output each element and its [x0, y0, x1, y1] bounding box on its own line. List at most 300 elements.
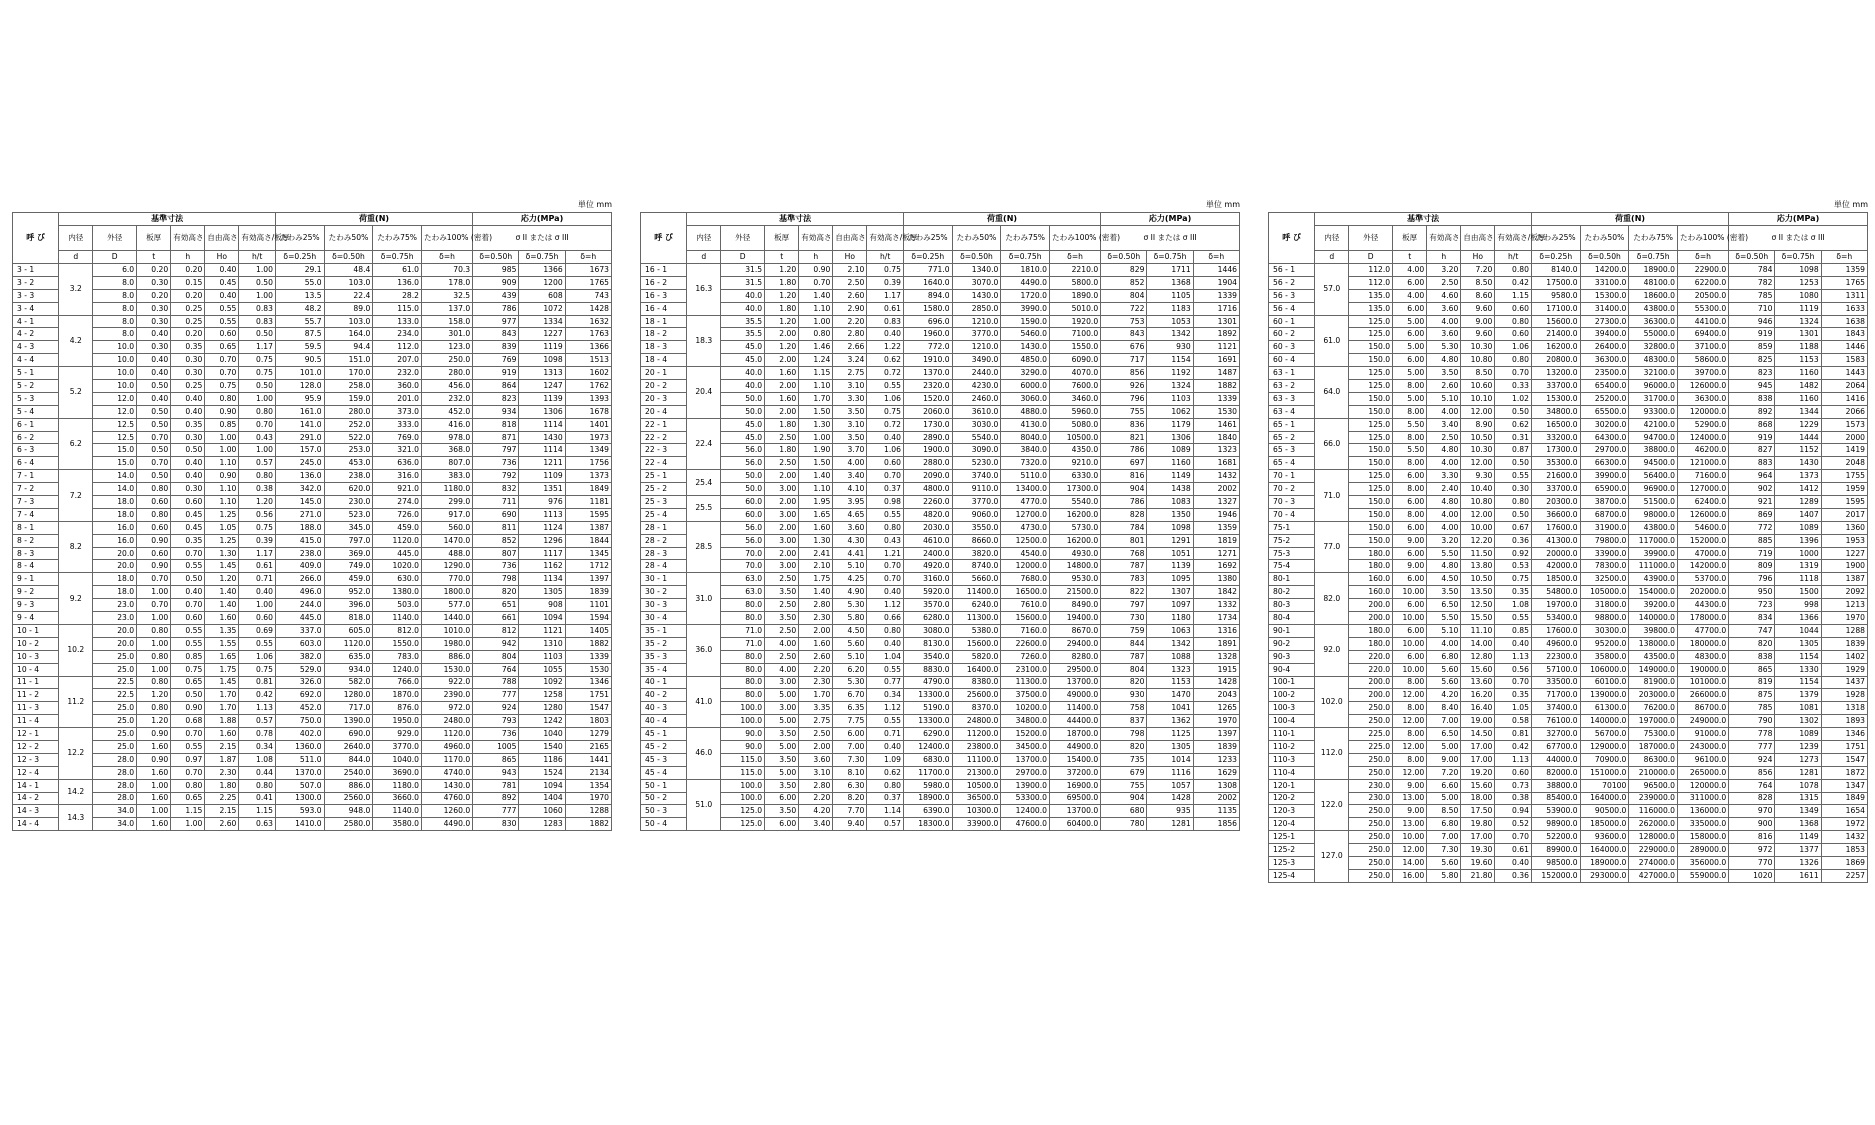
header-symbol: δ=0.75h: [1147, 251, 1193, 264]
cell-yobi: 30 - 4: [641, 612, 687, 625]
cell-value: 1.06: [867, 444, 904, 457]
cell-value: 792: [473, 470, 519, 483]
header-symbol: δ=0.25h: [903, 251, 952, 264]
cell-value: 55000.0: [1629, 328, 1678, 341]
cell-value: 452.0: [422, 405, 473, 418]
cell-value: 6.00: [1393, 573, 1427, 586]
cell-value: 934.0: [324, 663, 373, 676]
cell-value: 780: [1101, 818, 1147, 831]
cell-value: 3080.0: [903, 624, 952, 637]
cell-value: 0.70: [1495, 831, 1532, 844]
unit-label: 単位 mm: [577, 200, 612, 209]
cell-value: 13300.0: [903, 689, 952, 702]
cell-value: 819: [1729, 676, 1775, 689]
cell-yobi: 80-4: [1269, 612, 1315, 625]
cell-value: 1430: [1775, 457, 1821, 470]
cell-value: 1580.0: [903, 302, 952, 315]
cell-value: 5.00: [1393, 341, 1427, 354]
cell-yobi: 20 - 2: [641, 380, 687, 393]
cell-value: 5.50: [1393, 418, 1427, 431]
cell-value: 31.5: [721, 276, 765, 289]
cell-value: 3070.0: [952, 276, 1001, 289]
cell-value: 1920.0: [1050, 315, 1101, 328]
cell-value: 976: [519, 496, 565, 509]
table-row: [1269, 405, 1868, 418]
cell-value: 2.00: [799, 740, 833, 753]
cell-value: 2260.0: [903, 496, 952, 509]
cell-value: 98500.0: [1531, 856, 1580, 869]
cell-value: 0.80: [239, 779, 276, 792]
cell-value: 39800.0: [1629, 624, 1678, 637]
cell-inner-diameter: 12.2: [59, 728, 93, 780]
cell-value: 117000.0: [1629, 534, 1678, 547]
cell-value: 25.0: [93, 728, 137, 741]
cell-value: 150.0: [1349, 534, 1393, 547]
cell-value: 0.50: [239, 276, 276, 289]
cell-value: 80.0: [721, 689, 765, 702]
cell-value: 8.00: [1393, 702, 1427, 715]
cell-yobi: 11 - 4: [13, 715, 59, 728]
cell-inner-diameter: 112.0: [1315, 728, 1349, 780]
cell-value: 0.98: [867, 496, 904, 509]
cell-yobi: 25 - 1: [641, 470, 687, 483]
cell-value: 3.00: [765, 560, 799, 573]
cell-value: 636.0: [373, 457, 422, 470]
cell-value: 6.00: [765, 818, 799, 831]
cell-value: 3.40: [1427, 418, 1461, 431]
cell-value: 17300.0: [1050, 483, 1101, 496]
cell-value: 10200.0: [1001, 702, 1050, 715]
cell-value: 0.60: [1495, 328, 1532, 341]
table-row: [13, 534, 612, 547]
cell-value: 293000.0: [1580, 869, 1629, 882]
cell-value: 31900.0: [1580, 521, 1629, 534]
cell-value: 33900.0: [952, 818, 1001, 831]
cell-value: 0.81: [239, 676, 276, 689]
cell-value: 2.40: [1427, 483, 1461, 496]
cell-value: 0.25: [171, 380, 205, 393]
header-symbol: D: [721, 251, 765, 264]
cell-value: 3.00: [765, 676, 799, 689]
cell-value: 98900.0: [1531, 818, 1580, 831]
cell-value: 0.43: [867, 534, 904, 547]
cell-value: 2064: [1821, 380, 1867, 393]
cell-value: 369.0: [324, 547, 373, 560]
cell-value: 0.60: [137, 521, 171, 534]
cell-value: 736: [473, 457, 519, 470]
cell-value: 3.40: [799, 818, 833, 831]
table-row: [1269, 740, 1868, 753]
cell-value: 1.22: [867, 341, 904, 354]
cell-value: 60400.0: [1050, 818, 1101, 831]
cell-value: 0.80: [867, 624, 904, 637]
cell-value: 128.0: [275, 380, 324, 393]
cell-value: 136.0: [373, 276, 422, 289]
cell-value: 3.35: [799, 702, 833, 715]
cell-value: 150.0: [1349, 508, 1393, 521]
cell-yobi: 28 - 4: [641, 560, 687, 573]
cell-value: 0.20: [171, 264, 205, 277]
cell-value: 0.60: [171, 496, 205, 509]
cell-value: 2043: [1193, 689, 1239, 702]
header-jiyu: 自由高さ: [833, 226, 867, 251]
cell-value: 4790.0: [903, 676, 952, 689]
cell-value: 125.0: [1349, 380, 1393, 393]
cell-value: 3.60: [799, 753, 833, 766]
cell-value: 522.0: [324, 431, 373, 444]
cell-value: 33700.0: [1531, 483, 1580, 496]
cell-value: 0.75: [205, 380, 239, 393]
cell-value: 69500.0: [1050, 792, 1101, 805]
cell-value: 3490.0: [952, 354, 1001, 367]
cell-value: 1109: [519, 470, 565, 483]
cell-value: 5.50: [1427, 547, 1461, 560]
cell-value: 1428: [565, 302, 611, 315]
cell-value: 864: [473, 380, 519, 393]
cell-value: 0.40: [171, 392, 205, 405]
cell-value: 0.40: [867, 740, 904, 753]
cell-value: 9.00: [1393, 779, 1427, 792]
header-symbol: δ=0.25h: [275, 251, 324, 264]
cell-value: 21600.0: [1531, 470, 1580, 483]
cell-inner-diameter: 18.3: [687, 315, 721, 367]
cell-value: 1.08: [1495, 599, 1532, 612]
cell-value: 2.00: [765, 547, 799, 560]
cell-value: 6090.0: [1050, 354, 1101, 367]
cell-value: 7680.0: [1001, 573, 1050, 586]
cell-yobi: 63 - 1: [1269, 367, 1315, 380]
cell-value: 32800.0: [1629, 341, 1678, 354]
cell-value: 50.0: [721, 405, 765, 418]
cell-value: 8280.0: [1050, 650, 1101, 663]
cell-value: 5.60: [833, 637, 867, 650]
cell-yobi: 90-4: [1269, 663, 1315, 676]
cell-value: 0.20: [171, 289, 205, 302]
cell-value: 12.80: [1461, 650, 1495, 663]
cell-value: 1283: [519, 818, 565, 831]
cell-value: 828: [1101, 508, 1147, 521]
cell-value: 9580.0: [1531, 289, 1580, 302]
header-yobi: 呼 び: [641, 213, 687, 264]
header-symbol: δ=0.50h: [324, 251, 373, 264]
header-symbol: δ=0.50h: [1580, 251, 1629, 264]
cell-value: 34800.0: [1531, 405, 1580, 418]
cell-inner-diameter: 9.2: [59, 573, 93, 625]
cell-value: 0.90: [137, 560, 171, 573]
cell-value: 1152: [1775, 444, 1821, 457]
cell-value: 18900.0: [903, 792, 952, 805]
cell-value: 1.00: [239, 599, 276, 612]
cell-value: 13.50: [1461, 586, 1495, 599]
cell-value: 0.42: [1495, 740, 1532, 753]
header-ouryoku: 応力(MPa): [1729, 213, 1868, 226]
cell-value: 87.5: [275, 328, 324, 341]
cell-value: 783: [1101, 573, 1147, 586]
cell-value: 0.62: [1495, 418, 1532, 431]
cell-value: 1377: [1775, 844, 1821, 857]
cell-value: 70100: [1580, 779, 1629, 792]
cell-value: 0.70: [799, 276, 833, 289]
cell-value: 12.5: [93, 418, 137, 431]
cell-value: 43800.0: [1629, 521, 1678, 534]
cell-value: 843: [1101, 328, 1147, 341]
cell-value: 201.0: [373, 392, 422, 405]
cell-value: 820: [473, 586, 519, 599]
cell-value: 838: [1729, 650, 1775, 663]
cell-value: 5190.0: [903, 702, 952, 715]
cell-yobi: 28 - 3: [641, 547, 687, 560]
header-yobi: 呼 び: [13, 213, 59, 264]
cell-value: 79800.0: [1580, 534, 1629, 547]
cell-value: 3090.0: [952, 444, 1001, 457]
cell-yobi: 22 - 3: [641, 444, 687, 457]
cell-value: 1638: [1821, 315, 1867, 328]
cell-value: 710: [1729, 302, 1775, 315]
cell-value: 2560.0: [324, 792, 373, 805]
cell-value: 5.60: [1427, 663, 1461, 676]
cell-value: 10.60: [1461, 380, 1495, 393]
cell-value: 5080.0: [1050, 418, 1101, 431]
cell-yobi: 50 - 1: [641, 779, 687, 792]
cell-value: 823: [473, 392, 519, 405]
cell-value: 1397: [1193, 728, 1239, 741]
cell-yobi: 125-1: [1269, 831, 1315, 844]
cell-value: 280.0: [324, 405, 373, 418]
header-yuko: 有効高さ: [1427, 226, 1461, 251]
cell-value: 101.0: [275, 367, 324, 380]
cell-value: 1210.0: [952, 315, 1001, 328]
cell-value: 33100.0: [1580, 276, 1629, 289]
cell-value: 2.66: [833, 341, 867, 354]
cell-value: 1904: [1193, 276, 1239, 289]
cell-value: 53400.0: [1531, 612, 1580, 625]
cell-value: 0.30: [137, 341, 171, 354]
cell-value: 1673: [565, 264, 611, 277]
cell-value: 0.69: [239, 624, 276, 637]
cell-value: 8.00: [1393, 380, 1427, 393]
cell-value: 1.13: [1495, 753, 1532, 766]
cell-value: 1.00: [205, 431, 239, 444]
cell-value: 17.00: [1461, 831, 1495, 844]
cell-value: 19.60: [1461, 856, 1495, 869]
table-row: [13, 483, 612, 496]
cell-value: 250.0: [1349, 715, 1393, 728]
cell-value: 124000.0: [1678, 431, 1729, 444]
cell-value: 0.94: [1495, 805, 1532, 818]
cell-value: 0.70: [1495, 367, 1532, 380]
cell-value: 1444: [1775, 431, 1821, 444]
cell-value: 96500.0: [1629, 779, 1678, 792]
table-row: [1269, 302, 1868, 315]
cell-value: 0.80: [137, 676, 171, 689]
cell-value: 0.55: [867, 380, 904, 393]
cell-value: 919: [1729, 328, 1775, 341]
cell-yobi: 3 - 3: [13, 289, 59, 302]
cell-value: 299.0: [422, 496, 473, 509]
cell-value: 20.0: [93, 637, 137, 650]
cell-value: 2.75: [799, 715, 833, 728]
cell-value: 1179: [1147, 418, 1193, 431]
cell-value: 0.40: [137, 328, 171, 341]
cell-value: 125.0: [721, 805, 765, 818]
cell-value: 0.60: [1495, 302, 1532, 315]
table-row: [13, 367, 612, 380]
cell-value: 4.80: [1427, 354, 1461, 367]
cell-value: 0.97: [171, 753, 205, 766]
cell-value: 33900.0: [1580, 547, 1629, 560]
cell-value: 2066: [1821, 405, 1867, 418]
cell-value: 797.0: [324, 534, 373, 547]
cell-value: 0.75: [867, 264, 904, 277]
cell-value: 1500: [1775, 586, 1821, 599]
cell-value: 1800.0: [422, 586, 473, 599]
cell-yobi: 22 - 2: [641, 431, 687, 444]
cell-value: 4730.0: [1001, 521, 1050, 534]
header-t75: たわみ75%: [1001, 226, 1050, 251]
cell-yobi: 25 - 2: [641, 483, 687, 496]
cell-value: 22600.0: [1001, 637, 1050, 650]
cell-value: 807: [473, 547, 519, 560]
table-row: [641, 508, 1240, 521]
cell-value: 1289: [1775, 496, 1821, 509]
cell-value: 1.20: [765, 315, 799, 328]
cell-value: 53300.0: [1001, 792, 1050, 805]
cell-value: 14200.0: [1580, 264, 1629, 277]
table-row: [641, 740, 1240, 753]
cell-value: 66300.0: [1580, 457, 1629, 470]
cell-yobi: 80-3: [1269, 599, 1315, 612]
cell-value: 0.30: [171, 354, 205, 367]
cell-value: 1.17: [239, 341, 276, 354]
cell-value: 2.80: [799, 599, 833, 612]
cell-value: 2030.0: [903, 521, 952, 534]
cell-value: 0.70: [239, 418, 276, 431]
cell-yobi: 8 - 3: [13, 547, 59, 560]
cell-value: 26400.0: [1580, 341, 1629, 354]
cell-value: 1.13: [239, 702, 276, 715]
cell-value: 11300.0: [952, 612, 1001, 625]
cell-value: 1.15: [171, 805, 205, 818]
cell-value: 91000.0: [1678, 728, 1729, 741]
cell-yobi: 7 - 2: [13, 483, 59, 496]
cell-value: 2.00: [765, 328, 799, 341]
header-symbol: δ=0.75h: [373, 251, 422, 264]
cell-value: 4.90: [833, 586, 867, 599]
cell-value: 1010.0: [422, 624, 473, 637]
cell-inner-diameter: 102.0: [1315, 676, 1349, 728]
cell-value: 138000.0: [1629, 637, 1678, 650]
cell-value: 0.57: [867, 818, 904, 831]
cell-value: 2.10: [799, 560, 833, 573]
cell-value: 7260.0: [1001, 650, 1050, 663]
cell-value: 453.0: [324, 457, 373, 470]
cell-value: 0.40: [137, 354, 171, 367]
table-row: [13, 689, 612, 702]
cell-value: 0.75: [867, 405, 904, 418]
cell-value: 18.0: [93, 586, 137, 599]
cell-value: 13700.0: [1050, 805, 1101, 818]
cell-value: 820: [1101, 740, 1147, 753]
cell-value: 29.1: [275, 264, 324, 277]
cell-value: 1.00: [799, 431, 833, 444]
cell-value: 1547: [1821, 753, 1867, 766]
cell-value: 9.40: [833, 818, 867, 831]
cell-value: 1350: [1147, 508, 1193, 521]
cell-value: 7610.0: [1001, 599, 1050, 612]
cell-value: 1359: [1821, 264, 1867, 277]
cell-value: 38800.0: [1629, 444, 1678, 457]
cell-value: 321.0: [373, 444, 422, 457]
cell-value: 2090.0: [903, 470, 952, 483]
cell-value: 150.0: [1349, 444, 1393, 457]
cell-value: 23.0: [93, 599, 137, 612]
cell-value: 770: [1729, 856, 1775, 869]
cell-value: 4.20: [799, 805, 833, 818]
cell-value: 11300.0: [1001, 676, 1050, 689]
cell-value: 1306: [1147, 431, 1193, 444]
table-row: [1269, 702, 1868, 715]
cell-value: 5.00: [765, 766, 799, 779]
table-row: [13, 521, 612, 534]
cell-value: 0.20: [137, 264, 171, 277]
cell-value: 250.0: [1349, 753, 1393, 766]
cell-value: 333.0: [373, 418, 422, 431]
cell-value: 6.80: [1427, 650, 1461, 663]
cell-value: 10.0: [93, 341, 137, 354]
header-symbol: d: [59, 251, 93, 264]
cell-yobi: 14 - 4: [13, 818, 59, 831]
cell-value: 1530.0: [422, 663, 473, 676]
cell-yobi: 20 - 3: [641, 392, 687, 405]
cell-yobi: 45 - 2: [641, 740, 687, 753]
cell-yobi: 70 - 1: [1269, 470, 1315, 483]
cell-value: 54800.0: [1531, 586, 1580, 599]
cell-value: 0.40: [137, 367, 171, 380]
cell-yobi: 11 - 3: [13, 702, 59, 715]
cell-value: 1929: [1821, 663, 1867, 676]
header-t50: たわみ50%: [1580, 226, 1629, 251]
table-row: [1269, 380, 1868, 393]
cell-inner-diameter: 57.0: [1315, 264, 1349, 316]
cell-yobi: 120-1: [1269, 779, 1315, 792]
cell-value: 4.00: [1427, 315, 1461, 328]
cell-value: 12.00: [1461, 405, 1495, 418]
cell-value: 5.00: [1427, 792, 1461, 805]
cell-yobi: 12 - 2: [13, 740, 59, 753]
cell-yobi: 14 - 1: [13, 779, 59, 792]
cell-value: 5110.0: [1001, 470, 1050, 483]
table-block-1: [12, 200, 612, 831]
cell-value: 1305: [1147, 740, 1193, 753]
cell-value: 232.0: [373, 367, 422, 380]
cell-value: 250.0: [1349, 766, 1393, 779]
table-row: [13, 457, 612, 470]
cell-value: 1347: [1821, 779, 1867, 792]
table-row: [1269, 276, 1868, 289]
cell-value: 0.53: [1495, 560, 1532, 573]
cell-value: 141.0: [275, 418, 324, 431]
cell-value: 782: [1729, 276, 1775, 289]
cell-value: 6.50: [1427, 728, 1461, 741]
cell-value: 0.60: [239, 612, 276, 625]
cell-value: 11.50: [1461, 547, 1495, 560]
header-symbol: δ=0.50h: [1101, 251, 1147, 264]
cell-value: 15.0: [93, 444, 137, 457]
cell-value: 8740.0: [952, 560, 1001, 573]
cell-value: 736: [473, 560, 519, 573]
cell-yobi: 35 - 3: [641, 650, 687, 663]
cell-value: 807.0: [422, 457, 473, 470]
